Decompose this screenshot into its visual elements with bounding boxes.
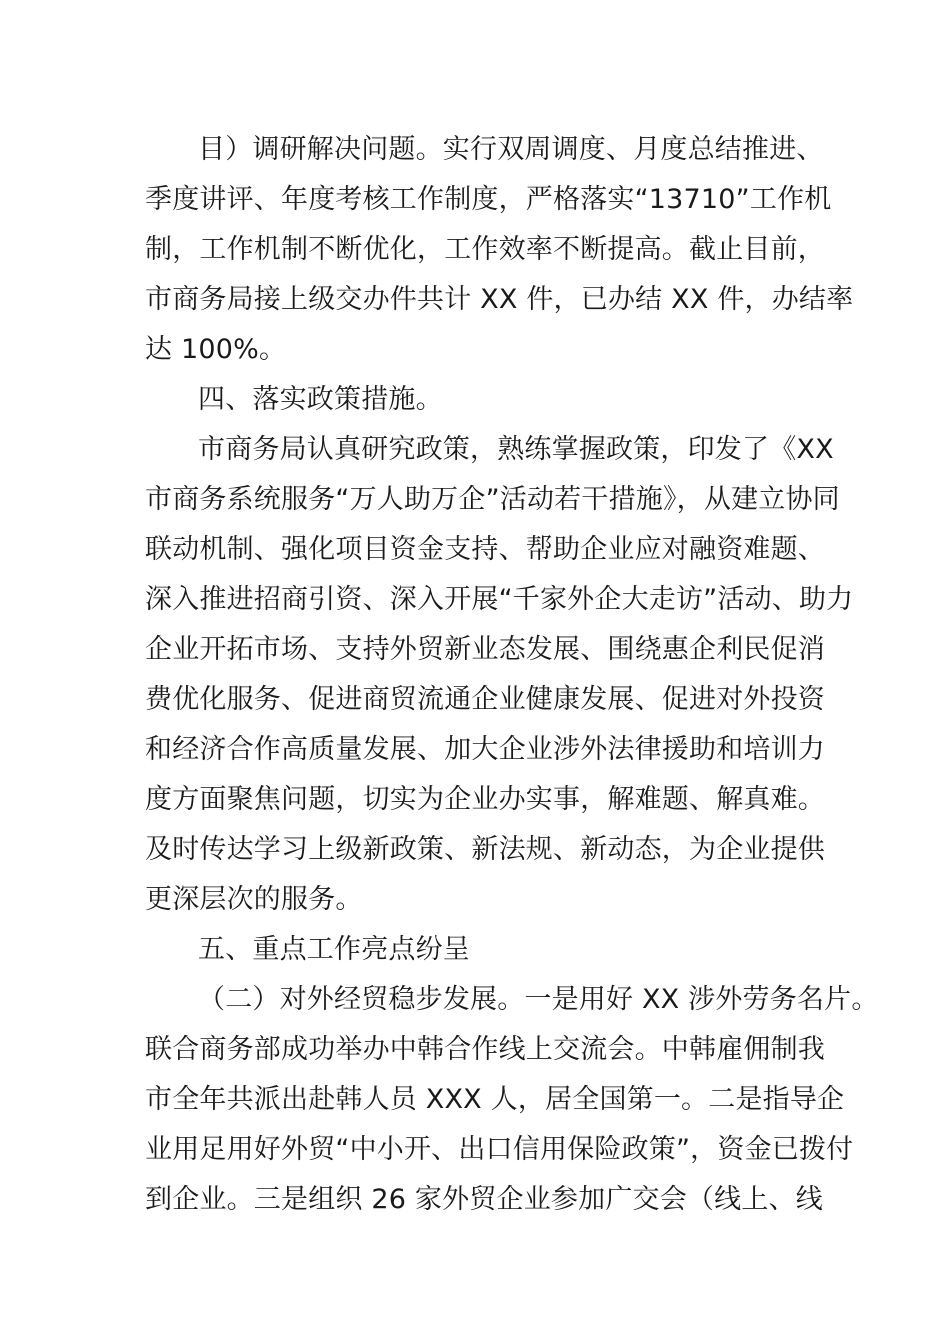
paragraph-line: 市商务局接上级交办件共计 XX 件，已办结 XX 件，办结率 [145,284,854,315]
paragraph-line: 及时传达学习上级新政策、新法规、新动态，为企业提供 [145,834,825,865]
paragraph-line: 市商务系统服务“万人助万企”活动若干措施》，从建立协同 [145,484,840,515]
paragraph-line: 市商务局认真研究政策，熟练掌握政策，印发了《XX [198,434,834,465]
paragraph-line: 深入推进招商引资、深入开展“千家外企大走访”活动、助力 [145,584,854,615]
paragraph-line: 更深层次的服务。 [145,884,363,915]
paragraph-line: 目）调研解决问题。实行双周调度、月度总结推进、 [198,134,824,165]
paragraph-line: 市全年共派出赴韩人员 XXX 人，居全国第一。二是指导企 [145,1084,845,1115]
section-heading: 五、重点工作亮点纷呈 [198,934,470,965]
paragraph-line: 费优化服务、促进商贸流通企业健康发展、促进对外投资 [145,684,825,715]
section-heading: 四、落实政策措施。 [198,384,443,415]
paragraph-line: 联动机制、强化项目资金支持、帮助企业应对融资难题、 [145,534,825,565]
paragraph-line: 到企业。三是组织 26 家外贸企业参加广交会（线上、线 [145,1184,823,1215]
paragraph-line: 制，工作机制不断优化，工作效率不断提高。截止目前， [145,234,825,265]
paragraph-line: 季度讲评、年度考核工作制度，严格落实“13710”工作机 [145,184,832,215]
paragraph-line: 度方面聚焦问题，切实为企业办实事，解难题、解真难。 [145,784,825,815]
paragraph-line: 和经济合作高质量发展、加大企业涉外法律援助和培训力 [145,734,825,765]
paragraph-line: 企业开拓市场、支持外贸新业态发展、围绕惠企利民促消 [145,634,825,665]
paragraph-line: 业用足用好外贸“中小开、出口信用保险政策”，资金已拨付 [145,1134,854,1165]
paragraph-line: 达 100%。 [145,334,287,365]
paragraph-line: 联合商务部成功举办中韩合作线上交流会。中韩雇佣制我 [145,1034,825,1065]
paragraph-line: （二）对外经贸稳步发展。一是用好 XX 涉外劳务名片。 [198,984,879,1015]
